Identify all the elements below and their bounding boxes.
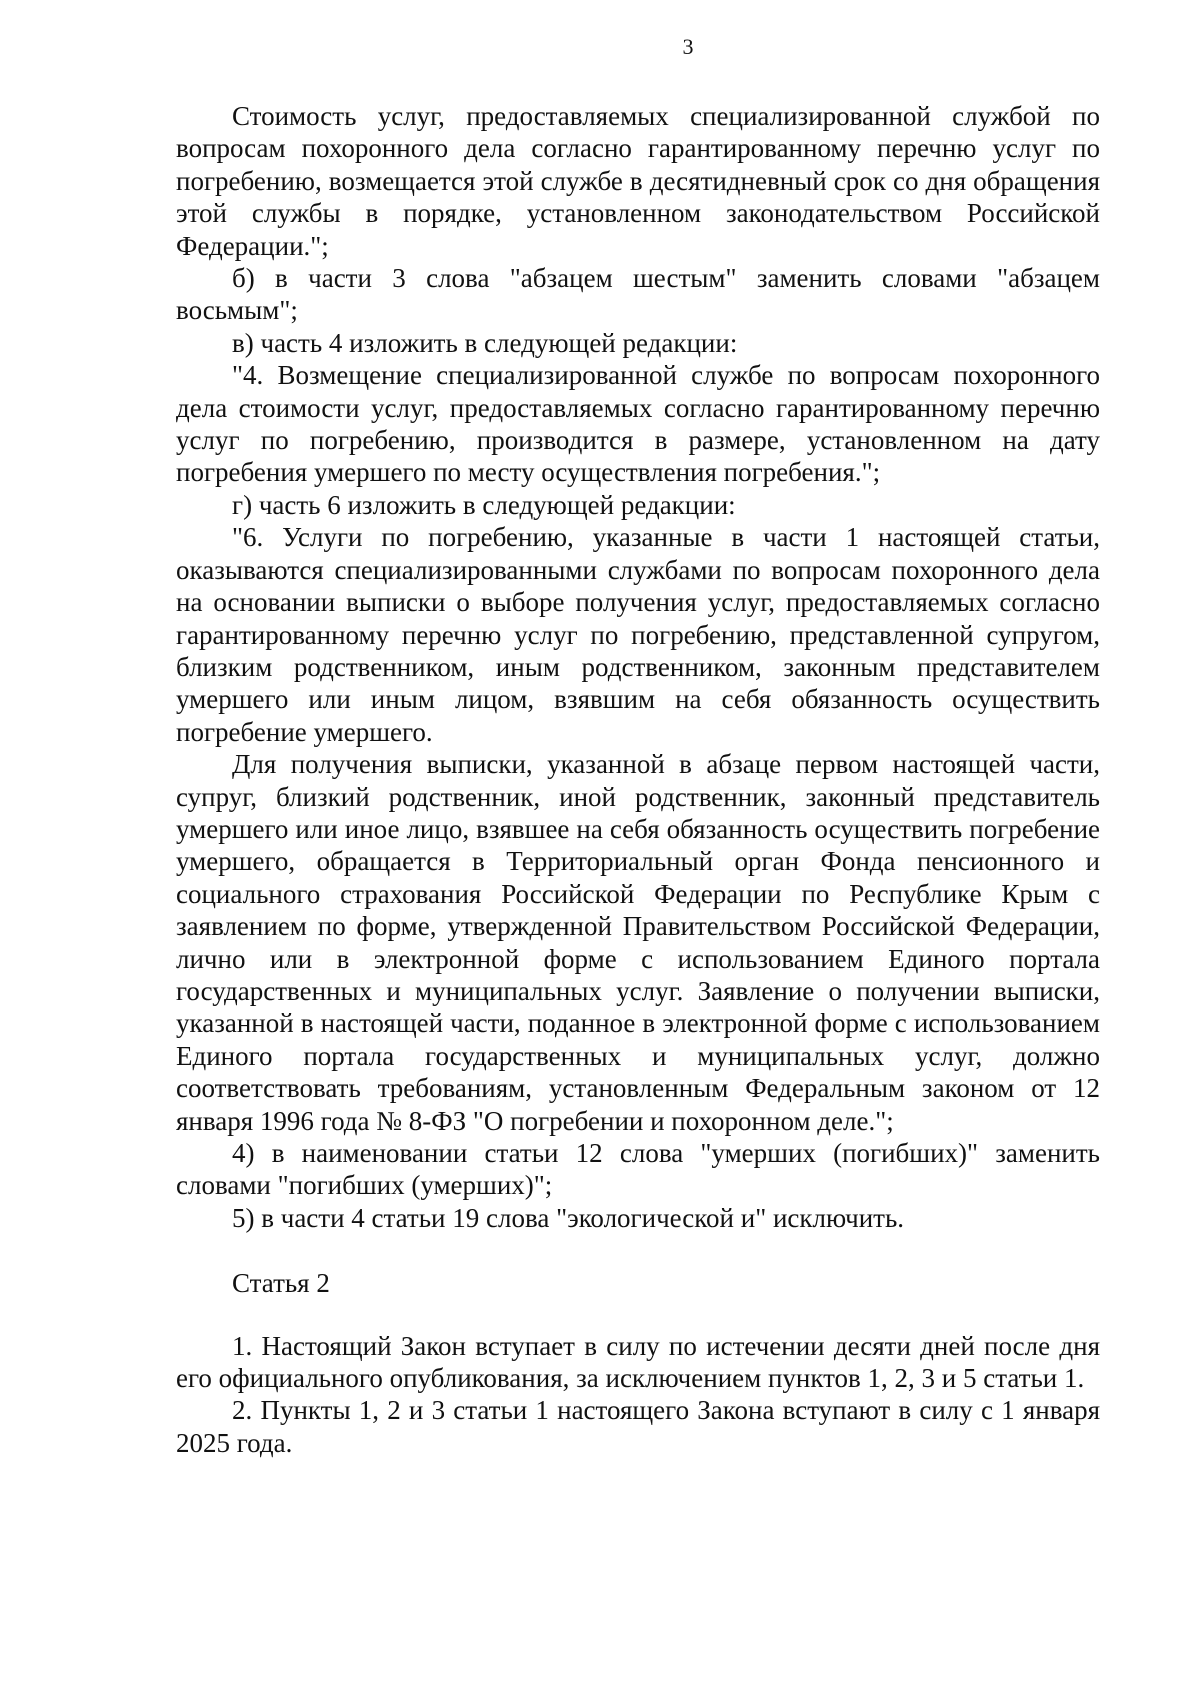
paragraph-amendment-5: 5) в части 4 статьи 19 слова "экологической и" исключить. [232, 1202, 905, 1233]
article-1-continuation [176, 100, 1100, 1234]
paragraph-part-4-text: "4. Возмещение специализированной службе по вопросам похоронного дела стоимости услуг, предоставляемых согласно гарантированному перечню услуг по погребению, производится в размере, установленном на дату погребения умершего по месту осуществления погребения."; [176, 360, 1100, 488]
paragraph-extract-procedure: Для получения выписки, указанной в абзаце первом настоящей части, супруг, близкий родственник, иной родственник, законный представитель умершего или иное лицо, взявшее на себя обязанность осуществить погребение умершего, обращается в Территориальный орган Фонда пенсионного и социального страхования Российской Федерации по Республике Крым с заявлением по форме, утвержденной Правительством Российской Федерации, лично или в электронной форме с использованием Единого портала государственных и муниципальных услуг. Заявление о получении выписки, указанной в настоящей части, поданное в электронной форме с использованием Единого портала государственных и муниципальных услуг, должно соответствовать требованиям, установленным Федеральным законом от 12 января 1996 года № 8-ФЗ "О погребении и похоронном деле."; [176, 749, 1100, 1136]
paragraph-cost-compensation: Стоимость услуг, предоставляемых специализированной службой по вопросам похоронного дела согласно гарантированному перечню услуг по погребению, возмещается этой службе в десятидневный срок со дня обращения этой службы в порядке, установленном законодательством Российской Федерации."; [176, 101, 1100, 261]
paragraph-amendment-g: г) часть 6 изложить в следующей редакции: [232, 489, 736, 520]
paragraph-amendment-b: б) в части 3 слова "абзацем шестым" заменить словами "абзацем восьмым"; [176, 263, 1100, 326]
paragraph-amendment-v: в) часть 4 изложить в следующей редакции: [232, 327, 738, 358]
page-number: 3 [682, 34, 694, 59]
paragraph-effective-date: 2. Пункты 1, 2 и 3 статьи 1 настоящего Закона вступают в силу с 1 января 2025 года. [176, 1395, 1100, 1458]
paragraph-part-6-text: "6. Услуги по погребению, указанные в части 1 настоящей статьи, оказываются специализированными службами по вопросам похоронного дела на основании выписки о выборе получения услуг, предоставляемых согласно гарантированному перечню услуг по погребению, представленной супругом, близким родственником, иным родственником, законным представителем умершего или иным лицом, взявшим на себя обязанность осуществить погребение умершего. [176, 522, 1100, 747]
article-2-body [176, 1330, 1100, 1460]
paragraph-entry-into-force: 1. Настоящий Закон вступает в силу по истечении десяти дней после дня его официального опубликования, за исключением пунктов 1, 2, 3 и 5 статьи 1. [176, 1330, 1100, 1394]
article-2-heading: Статья 2 [232, 1268, 330, 1299]
paragraph-amendment-4: 4) в наименовании статьи 12 слова "умерших (погибших)" заменить словами "погибших (умерших)"; [176, 1138, 1100, 1201]
